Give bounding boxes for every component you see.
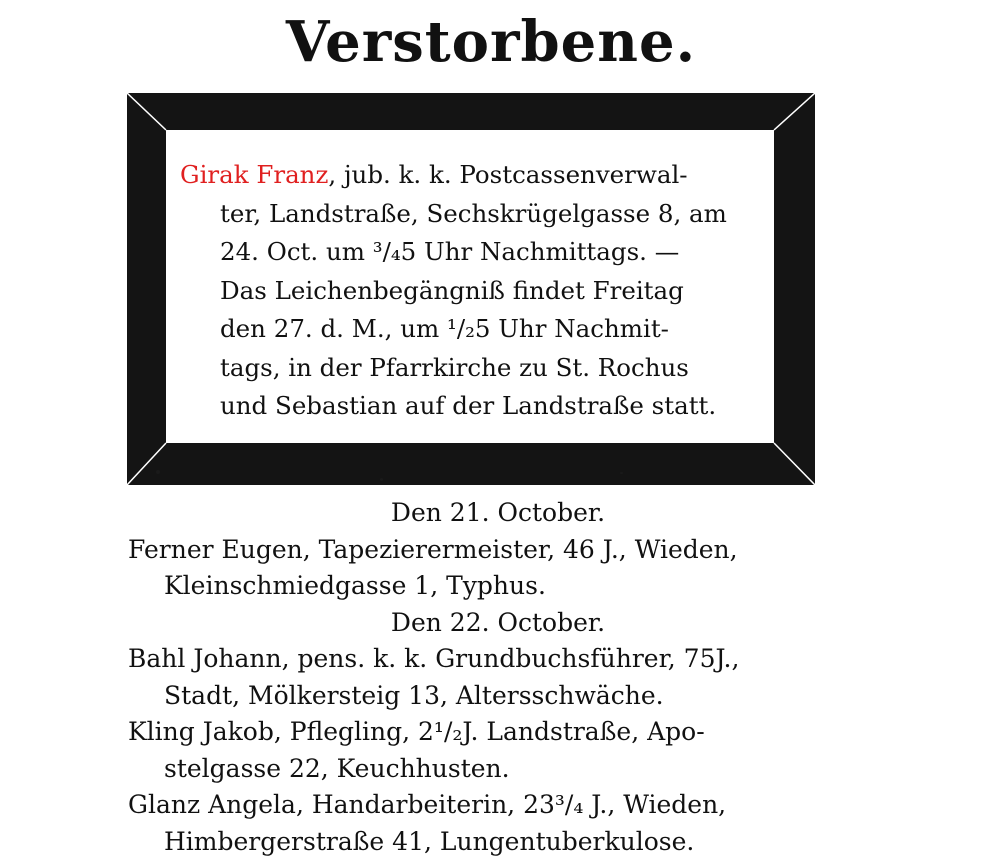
- notice-line-3: 24. Oct. um ³/₄5 Uhr Nachmittags. —: [220, 237, 680, 266]
- list-item-continuation: Himbergerstraße 41, Lungentuberkulose.: [164, 826, 695, 856]
- scan-speck: [380, 478, 383, 481]
- date-heading: Den 21. October.: [390, 498, 606, 527]
- list-item-continuation: Kleinschmiedgasse 1, Typhus.: [164, 571, 546, 600]
- page-title: [0, 0, 982, 84]
- scan-speck: [620, 472, 623, 474]
- notice-line-1: Girak Franz, jub. k. k. Postcassenverwal-: [180, 160, 688, 189]
- notice-line-5: den 27. d. M., um ¹/₂5 Uhr Nachmit-: [220, 314, 669, 343]
- notice-line-7: und Sebastian auf der Landstraße statt.: [220, 391, 717, 420]
- page-title-text: Verstorbene.: [285, 9, 697, 75]
- list-item-continuation: stelgasse 22, Keuchhusten.: [164, 753, 510, 783]
- scan-speck: [156, 470, 160, 474]
- deceased-name: Girak Franz: [180, 160, 329, 189]
- list-item-continuation: Stadt, Mölkersteig 13, Altersschwäche.: [164, 680, 664, 710]
- list-item: Bahl Johann, pens. k. k. Grundbuchsführer, 75J.,: [128, 644, 740, 673]
- notice-line-4: Das Leichenbegängniß findet Freitag: [220, 275, 684, 305]
- list-item: Kling Jakob, Pflegling, 2¹/₂J. Landstraße, Apo-: [128, 717, 705, 746]
- notice-line-2: ter, Landstraße, Sechskrügelgasse 8, am: [220, 198, 727, 228]
- list-item: Ferner Eugen, Tapezierermeister, 46 J., Wieden,: [128, 534, 738, 564]
- date-heading: Den 22. October.: [390, 607, 606, 637]
- notice-line-6: tags, in der Pfarrkirche zu St. Rochus: [220, 352, 689, 382]
- death-listings: [128, 495, 828, 860]
- list-item: Glanz Angela, Handarbeiterin, 23³/₄ J., Wieden,: [128, 790, 727, 819]
- death-notice: [180, 156, 766, 426]
